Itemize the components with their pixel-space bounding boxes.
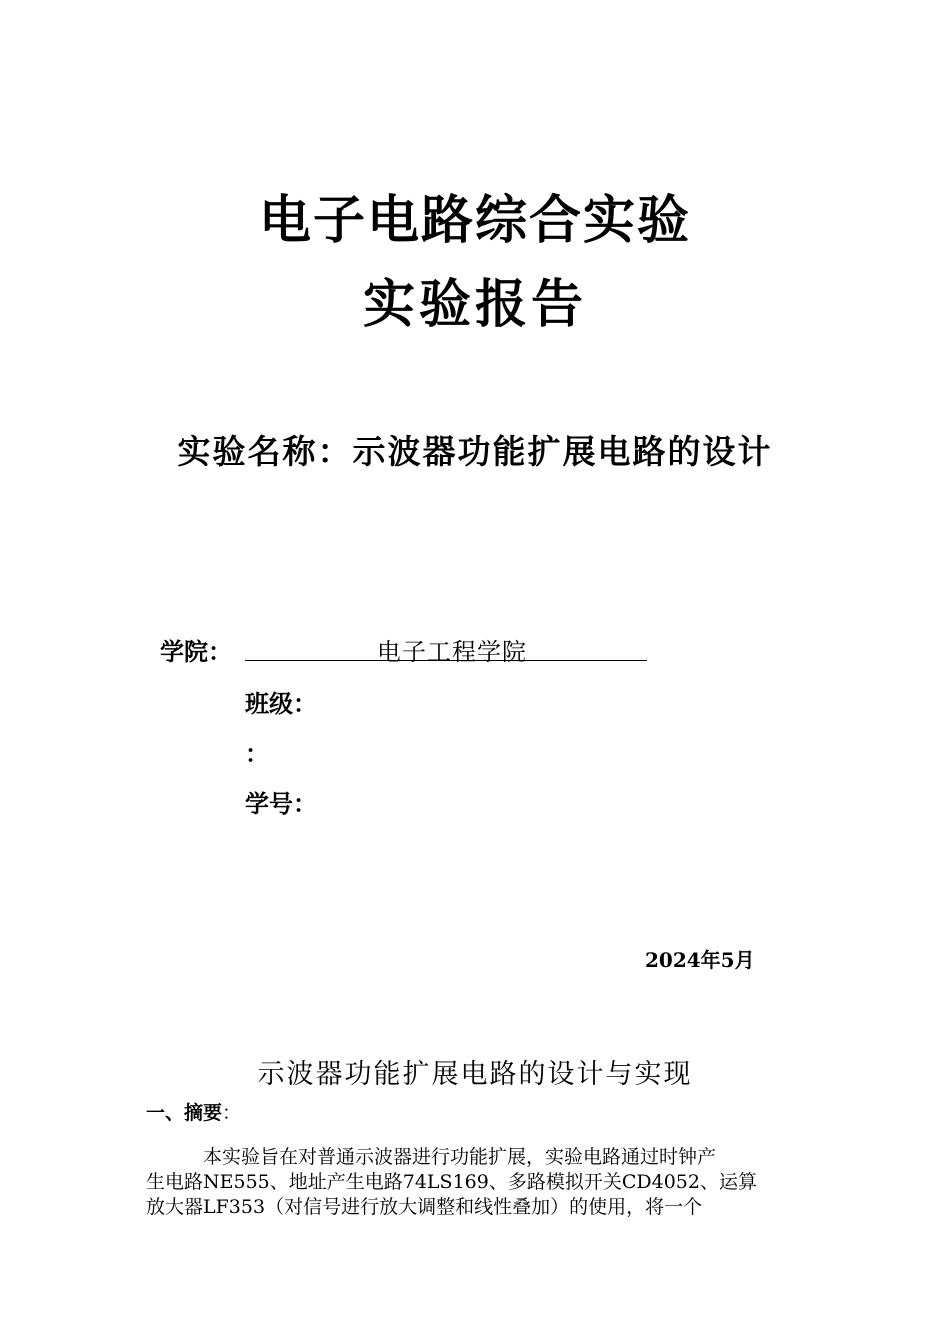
abstract-line: 本实验旨在对普通示波器进行功能扩展，实验电路通过时钟产 bbox=[203, 1146, 717, 1168]
abstract-paragraph bbox=[146, 1145, 806, 1220]
section-heading-colon: ： bbox=[222, 1102, 242, 1124]
abstract-line: 生电路NE555、地址产生电路74LS169、多路模拟开关CD4052、运算 bbox=[146, 1171, 757, 1193]
report-date: 2024年5月 bbox=[645, 948, 755, 972]
abstract-line: 放大器LF353（对信号进行放大调整和线性叠加）的使用，将一个 bbox=[146, 1196, 703, 1218]
report-title-line2: 实验报告 bbox=[362, 274, 587, 335]
student-id-label: 学号： bbox=[245, 789, 317, 818]
section-heading-abstract bbox=[146, 1098, 241, 1125]
class-label: 班级： bbox=[245, 689, 317, 718]
section-heading-text: 一、摘要 bbox=[146, 1102, 223, 1124]
experiment-name: 实验名称：示波器功能扩展电路的设计 bbox=[177, 432, 773, 471]
body-subtitle: 示波器功能扩展电路的设计与实现 bbox=[257, 1059, 693, 1090]
name-label: ： bbox=[245, 739, 269, 768]
college-value: 电子工程学院 bbox=[377, 638, 527, 666]
report-title-line1: 电子电路综合实验 bbox=[258, 190, 691, 251]
college-field bbox=[245, 632, 647, 666]
college-label: 学院： bbox=[160, 637, 232, 666]
